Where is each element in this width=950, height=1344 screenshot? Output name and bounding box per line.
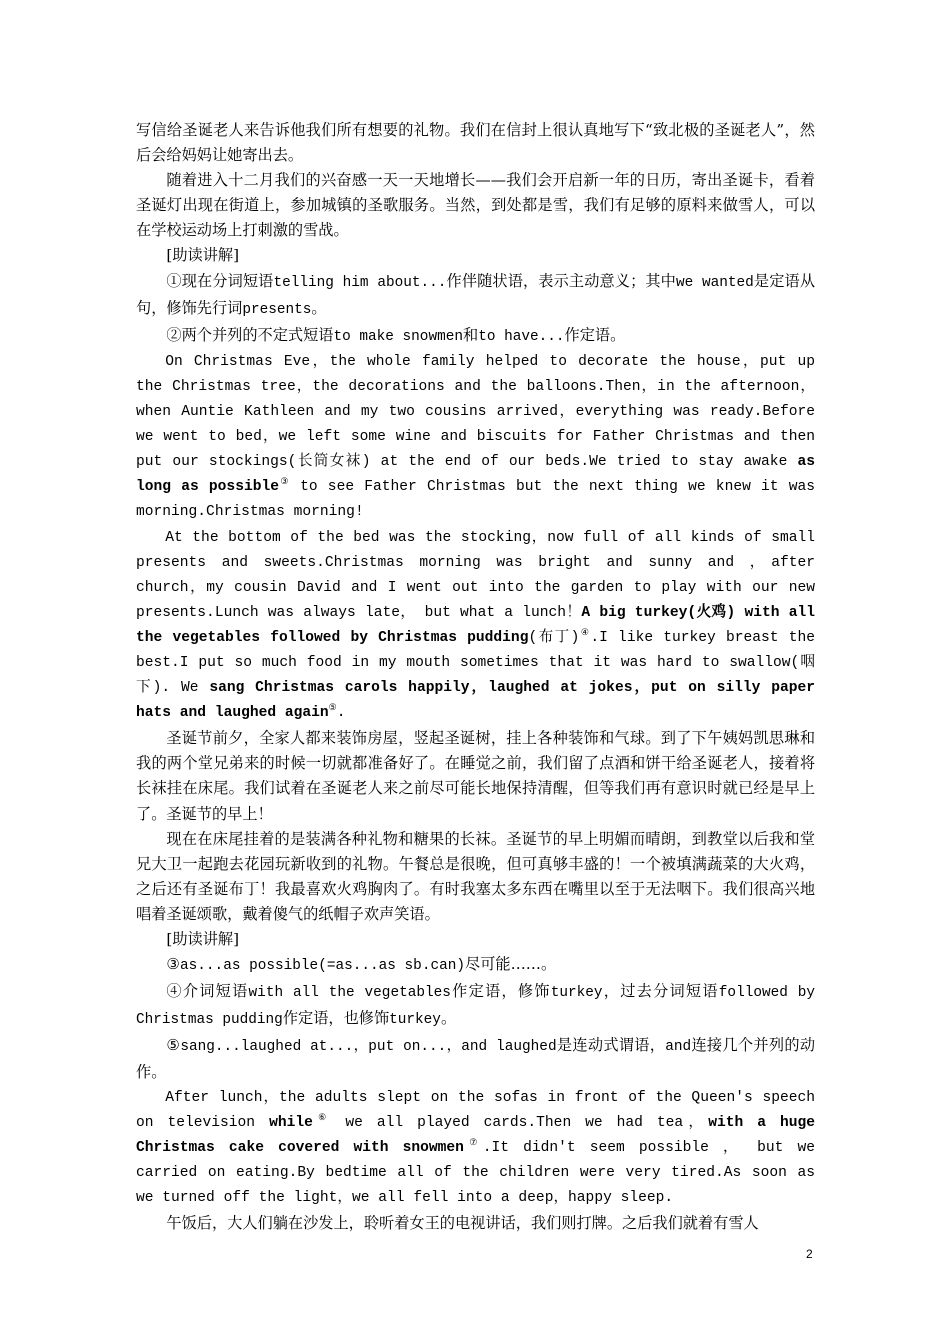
english-2-text-a: At the bottom of the bed was the stocking，now full of all kinds of small presents and sweets.Christmas morning was bright and sunny and ，after church，my cousin David and I went out into the garden to play with our new presents.Lunch was always late， but what a lunch！ [136, 529, 815, 621]
note-1-text-e: 是定语从句，修饰先行词 [136, 271, 815, 317]
chinese-paragraph-christmas-eve: 圣诞节前夕，全家人都来装饰房屋，竖起圣诞树，挂上各种装饰和气球。到了下午姨妈凯思琳和我的两个堂兄弟来的时候一切就都准备好了。在睡觉之前，我们留了点酒和饼干给圣诞老人，接着将长袜挂在床尾。我们试着在圣诞老人来之前尽可能长地保持清醒，但等我们再有意识时就已经是早上了。圣诞节的早上！ [136, 729, 815, 823]
english-paragraph-christmas-morning [136, 526, 815, 727]
note-4 [136, 979, 815, 1033]
page-number: 2 [806, 1247, 813, 1261]
english-3-text-e: .It didn′t seem possible ， but we carried on eating.By bedtime all of the children were very tired.As soon as we turned off the light，we all fell into a deep，happy sleep. [136, 1139, 815, 1206]
note-5-word: and [665, 1039, 692, 1056]
english-3-bold-while: while [269, 1114, 313, 1131]
english-2-text-d: .I like turkey breast the best.I put so much food in my mouth sometimes that it was hard to swallow(咽下). We [136, 629, 815, 697]
footnote-mark-4: ④ [579, 628, 591, 639]
note-2-text-c: 和 [463, 325, 479, 344]
note-2 [136, 323, 815, 350]
note-4-text-a: ④介词短语 [166, 982, 249, 1001]
note-4-word-2: turkey [389, 1012, 441, 1029]
note-5-text-e: 连接几个并列的动作。 [136, 1036, 815, 1082]
footnote-mark-6: ⑥ [312, 1112, 332, 1123]
english-3-text-a: After lunch，the adults slept on the sofas in front of the Queen′s speech on television [136, 1089, 815, 1131]
english-1-bold-phrase: as long as possible [136, 454, 815, 496]
english-3-text-c: we all played cards.Then we had tea， [331, 1114, 709, 1131]
note-3-mark: ③ [166, 955, 181, 974]
note-1-clause: we wanted [675, 274, 754, 291]
note-4-word-1: turkey [550, 985, 603, 1002]
note-1 [136, 269, 815, 323]
english-2-text-f: . [336, 705, 346, 722]
document-body [136, 118, 815, 1236]
footnote-mark-3: ③ [278, 477, 290, 488]
note-4-text-c: 作定语，修饰 [450, 982, 551, 1001]
chinese-paragraph-letter: 写信给圣诞老人来告诉他我们所有想要的礼物。我们在信封上很认真地写下“致北极的圣诞老人”，然后会给妈妈让她寄出去。 [136, 121, 815, 165]
note-4-text-e: ，过去分词短语 [602, 982, 719, 1001]
note-3 [136, 952, 815, 979]
english-paragraph-christmas-eve [136, 350, 815, 526]
note-2-phrase-2: to have... [478, 328, 565, 345]
chinese-paragraph-december: 随着进入十二月我们的兴奋感一天一天地增长——我们会开启新一年的日历，寄出圣诞卡，看着圣诞灯出现在街道上，参加城镇的圣歌服务。当然，到处都是雪，我们有足够的原料来做雪人，可以在学校运动场上打刺激的雪战。 [136, 171, 815, 240]
note-2-text-e: 作定语。 [564, 325, 626, 344]
note-4-phrase-1: with all the vegetables [248, 985, 451, 1002]
note-5-mark: ⑤ [166, 1036, 181, 1055]
note-4-text-i: 。 [440, 1009, 457, 1028]
english-2-bold-carols: sang Christmas carols happily，laughed at jokes，put on silly paper hats and laughed again [136, 680, 815, 722]
note-5 [136, 1033, 815, 1085]
note-1-phrase: telling him about... [273, 274, 447, 291]
note-3-text: 尽可能……。 [465, 955, 557, 974]
note-2-phrase-1: to make snowmen [333, 328, 463, 345]
english-1-text-a: On Christmas Eve，the whole family helped to decorate the house，put up the Christmas tree，the decorations and the balloons.Then，in the afternoon，when Auntie Kathleen and my two cousins arrived，everything was ready.Before we went to bed，we left some wine and biscuits for Father Christmas and then put our stockings(长筒女袜) at the end of our beds.We tried to stay awake [136, 353, 815, 471]
reading-notes-heading-2: [助读讲解] [166, 930, 239, 948]
english-3-bold-cake: with a huge Christmas cake covered with snowmen [136, 1114, 816, 1156]
footnote-mark-7: ⑦ [463, 1137, 483, 1148]
note-5-text-c: 是连动式谓语， [556, 1036, 666, 1055]
footnote-mark-5: ⑤ [328, 703, 337, 714]
note-1-word: presents [242, 301, 312, 318]
english-1-text-c: to see Father Christmas but the next thing we knew it was morning.Christmas morning! [136, 479, 815, 521]
chinese-paragraph-after-lunch: 午饭后，大人们躺在沙发上，聆听着女王的电视讲话，我们则打牌。之后我们就着有雪人 [166, 1214, 759, 1233]
note-2-text-a: ②两个并列的不定式短语 [166, 325, 334, 344]
note-1-text-g: 。 [311, 298, 327, 317]
note-5-phrase: sang...laughed at...，put on...，and laughed [180, 1039, 557, 1056]
note-4-text-g: 作定语，也修饰 [282, 1009, 390, 1028]
note-1-text-a: ①现在分词短语 [166, 271, 274, 290]
english-2-text-c: (布丁) [528, 629, 580, 646]
reading-notes-heading-1: [助读讲解] [166, 246, 239, 265]
note-4-phrase-2: followed by Christmas pudding [136, 985, 816, 1029]
note-1-text-c: 作伴随状语，表示主动意义；其中 [446, 271, 676, 290]
note-3-phrase: as...as possible(=as...as sb.can) [180, 958, 465, 975]
english-2-bold-turkey: A big turkey(火鸡) with all the vegetables followed by Christmas pudding [136, 604, 815, 646]
english-paragraph-after-lunch [136, 1086, 815, 1211]
chinese-paragraph-christmas-morning: 现在在床尾挂着的是装满各种礼物和糖果的长袜。圣诞节的早上明媚而晴朗，到教堂以后我和堂兄大卫一起跑去花园玩新收到的礼物。午餐总是很晚，但可真够丰盛的！一个被填满蔬菜的大火鸡，之后还有圣诞布丁！我最喜欢火鸡胸肉了。有时我塞太多东西在嘴里以至于无法咽下。我们很高兴地唱着圣诞颂歌，戴着傻气的纸帽子欢声笑语。 [136, 829, 815, 923]
